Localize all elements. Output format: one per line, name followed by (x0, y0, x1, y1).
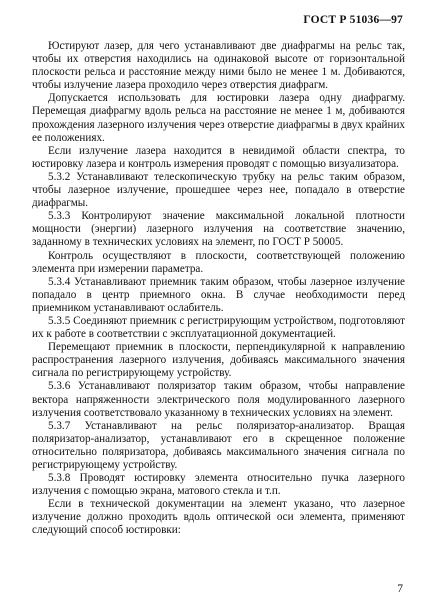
paragraph: 5.3.6 Устанавливают поляризатор таким образом, чтобы направление вектора напряженности электрического поля модулированного лазерного излучения соответствовало указанному в технических условиях на элемент. (32, 380, 405, 419)
document-header: ГОСТ Р 51036—97 (303, 14, 403, 26)
body-text (32, 40, 405, 538)
page-number: 7 (397, 583, 403, 595)
paragraph: Контроль осуществляют в плоскости, соответствующей положению элемента при измерении параметра. (32, 249, 405, 275)
paragraph: Если излучение лазера находится в невидимой области спектра, то юстировку лазера и контроль измерения проводят с помощью визуализатора. (32, 144, 405, 170)
paragraph: Перемещают приемник в плоскости, перпендикулярной к направлению распространения лазерного излучения, добиваясь максимального значения сигнала по регистрирующему устройству. (32, 341, 405, 380)
paragraph: Юстируют лазер, для чего устанавливают две диафрагмы на рельс так, чтобы их отверстия находились на одинаковой высоте от горизонтальной плоскости рельса и расстояние между ними было не менее 1 м. Добиваются, чтобы излучение лазера проходило через отверстия диафрагм. (32, 40, 405, 92)
paragraph: Допускается использовать для юстировки лазера одну диафрагму. Перемещая диафрагму вдоль рельса на расстояние не менее 1 м, добиваются прохождения лазерного излучения через отверстие диафрагмы в двух крайних ее положениях. (32, 92, 405, 144)
paragraph: 5.3.8 Проводят юстировку элемента относительно пучка лазерного излучения с помощью экрана, матового стекла и т.п. (32, 472, 405, 498)
paragraph: 5.3.5 Соединяют приемник с регистрирующим устройством, подготовляют их к работе в соответствии с эксплуатационной документацией. (32, 314, 405, 341)
paragraph: 5.3.7 Устанавливают на рельс поляризатор-анализатор. Вращая поляризатор-анализатор, устанавливают его в скрещенное положение относительно поляризатора, добиваясь максимального значения сигнала по регистрирующему устройству. (32, 419, 405, 471)
paragraph: 5.3.3 Контролируют значение максимальной локальной плотности мощности (энергии) лазерного излучения на соответствие значению, заданному в технических условиях на элемент, по ГОСТ Р 50005. (32, 210, 405, 249)
paragraph: 5.3.2 Устанавливают телескопическую трубку на рельс таким образом, чтобы лазерное излучение, прошедшее через нее, попадало в отверстие диафрагмы. (32, 170, 405, 210)
paragraph: 5.3.4 Устанавливают приемник таким образом, чтобы лазерное излучение попадало в центр приемного окна. В случае необходимости перед приемником устанавливают ослабитель. (32, 275, 405, 314)
paragraph: Если в технической документации на элемент указано, что лазерное излучение должно проходить вдоль оптической оси элемента, применяют следующий способ юстировки: (32, 498, 405, 537)
